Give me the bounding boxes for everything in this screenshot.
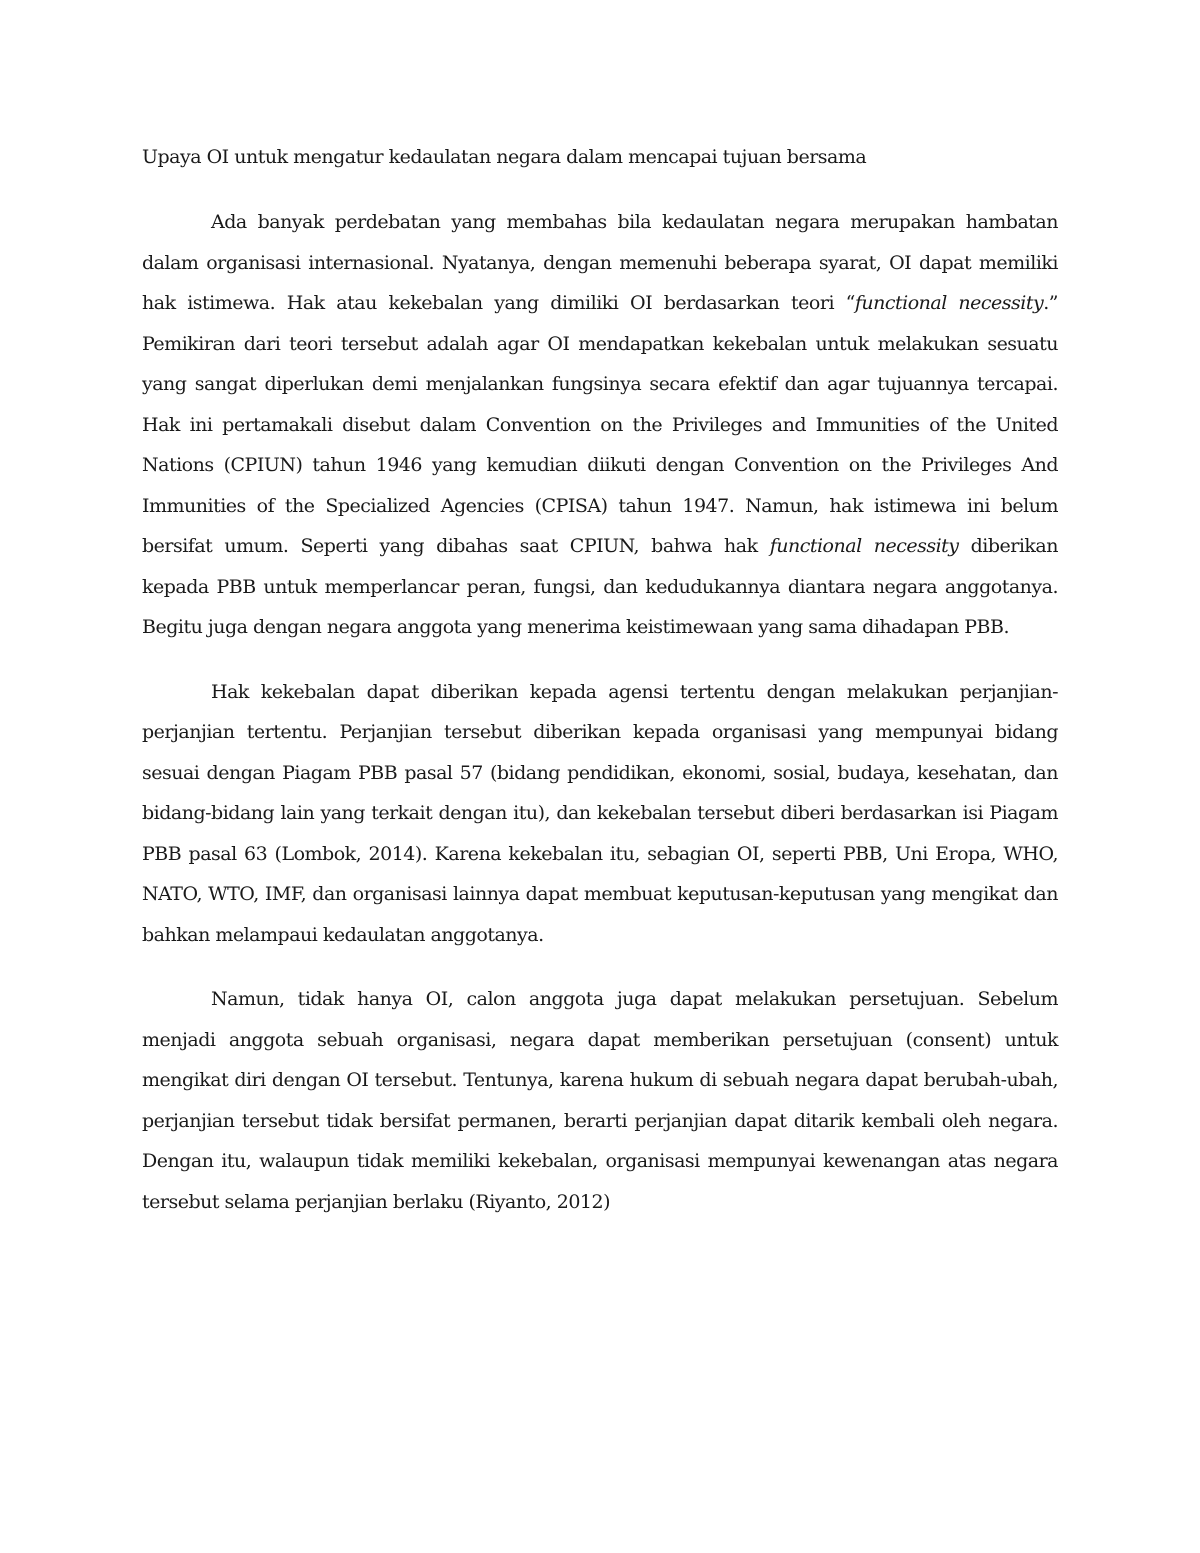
paragraph-italic-term: functional necessity	[854, 292, 1044, 314]
paragraph-text: Namun, tidak hanya OI, calon anggota juga dapat melakukan persetujuan. Sebelum menjadi anggota sebuah organisasi, negara dapat memberikan persetujuan (consent) untuk mengikat diri dengan OI tersebut. Tentunya, karena hukum di sebuah negara dapat berubah-ubah, perjanjian tersebut tidak bersifat permanen, berarti perjanjian dapat ditarik kembali oleh negara. Dengan itu, walaupun tidak memiliki kekebalan, organisasi mempunyai kewenangan atas negara tersebut selama perjanjian berlaku (Riyanto, 2012)	[142, 988, 1058, 1213]
document-title: Upaya OI untuk mengatur kedaulatan negara dalam mencapai tujuan bersama	[142, 146, 867, 168]
paragraph-text: diberikan kepada PBB untuk memperlancar peran, fungsi, dan kedudukannya diantara negara anggotanya. Begitu juga dengan negara anggota yang menerima keistimewaan yang sama dihadapan PBB.	[142, 535, 1058, 638]
paragraph-2	[142, 672, 1058, 956]
paragraph-text: .” Pemikiran dari teori tersebut adalah agar OI mendapatkan kekebalan untuk melakukan sesuatu yang sangat diperlukan demi menjalankan fungsinya secara efektif dan agar tujuannya tercapai. Hak ini pertamakali disebut dalam Convention on the Privileges and Immunities of the United Nations (CPIUN) tahun 1946 yang kemudian diikuti dengan Convention on the Privileges And Immunities of the Specialized Agencies (CPISA) tahun 1947. Namun, hak istimewa ini belum bersifat umum. Seperti yang dibahas saat CPIUN, bahwa hak	[142, 292, 1059, 557]
paragraph-text: Hak kekebalan dapat diberikan kepada agensi tertentu dengan melakukan perjanjian-perjanjian tertentu. Perjanjian tersebut diberikan kepada organisasi yang mempunyai bidang sesuai dengan Piagam PBB pasal 57 (bidang pendidikan, ekonomi, sosial, budaya, kesehatan, dan bidang-bidang lain yang terkait dengan itu), dan kekebalan tersebut diberi berdasarkan isi Piagam PBB pasal 63 (Lombok, 2014). Karena kekebalan itu, sebagian OI, seperti PBB, Uni Eropa, WHO, NATO, WTO, IMF, dan organisasi lainnya dapat membuat keputusan-keputusan yang mengikat dan bahkan melampaui kedaulatan anggotanya.	[142, 680, 1058, 946]
paragraph-text: Ada banyak perdebatan yang membahas bila kedaulatan negara merupakan hambatan dalam organisasi internasional. Nyatanya, dengan memenuhi beberapa syarat, OI dapat memiliki hak istimewa. Hak atau kekebalan yang dimiliki OI berdasarkan teori “	[142, 211, 1058, 314]
paragraph-italic-term: functional necessity	[769, 535, 959, 557]
paragraph-1	[142, 202, 1058, 648]
document-body	[142, 140, 1058, 1246]
paragraph-3	[142, 979, 1058, 1222]
